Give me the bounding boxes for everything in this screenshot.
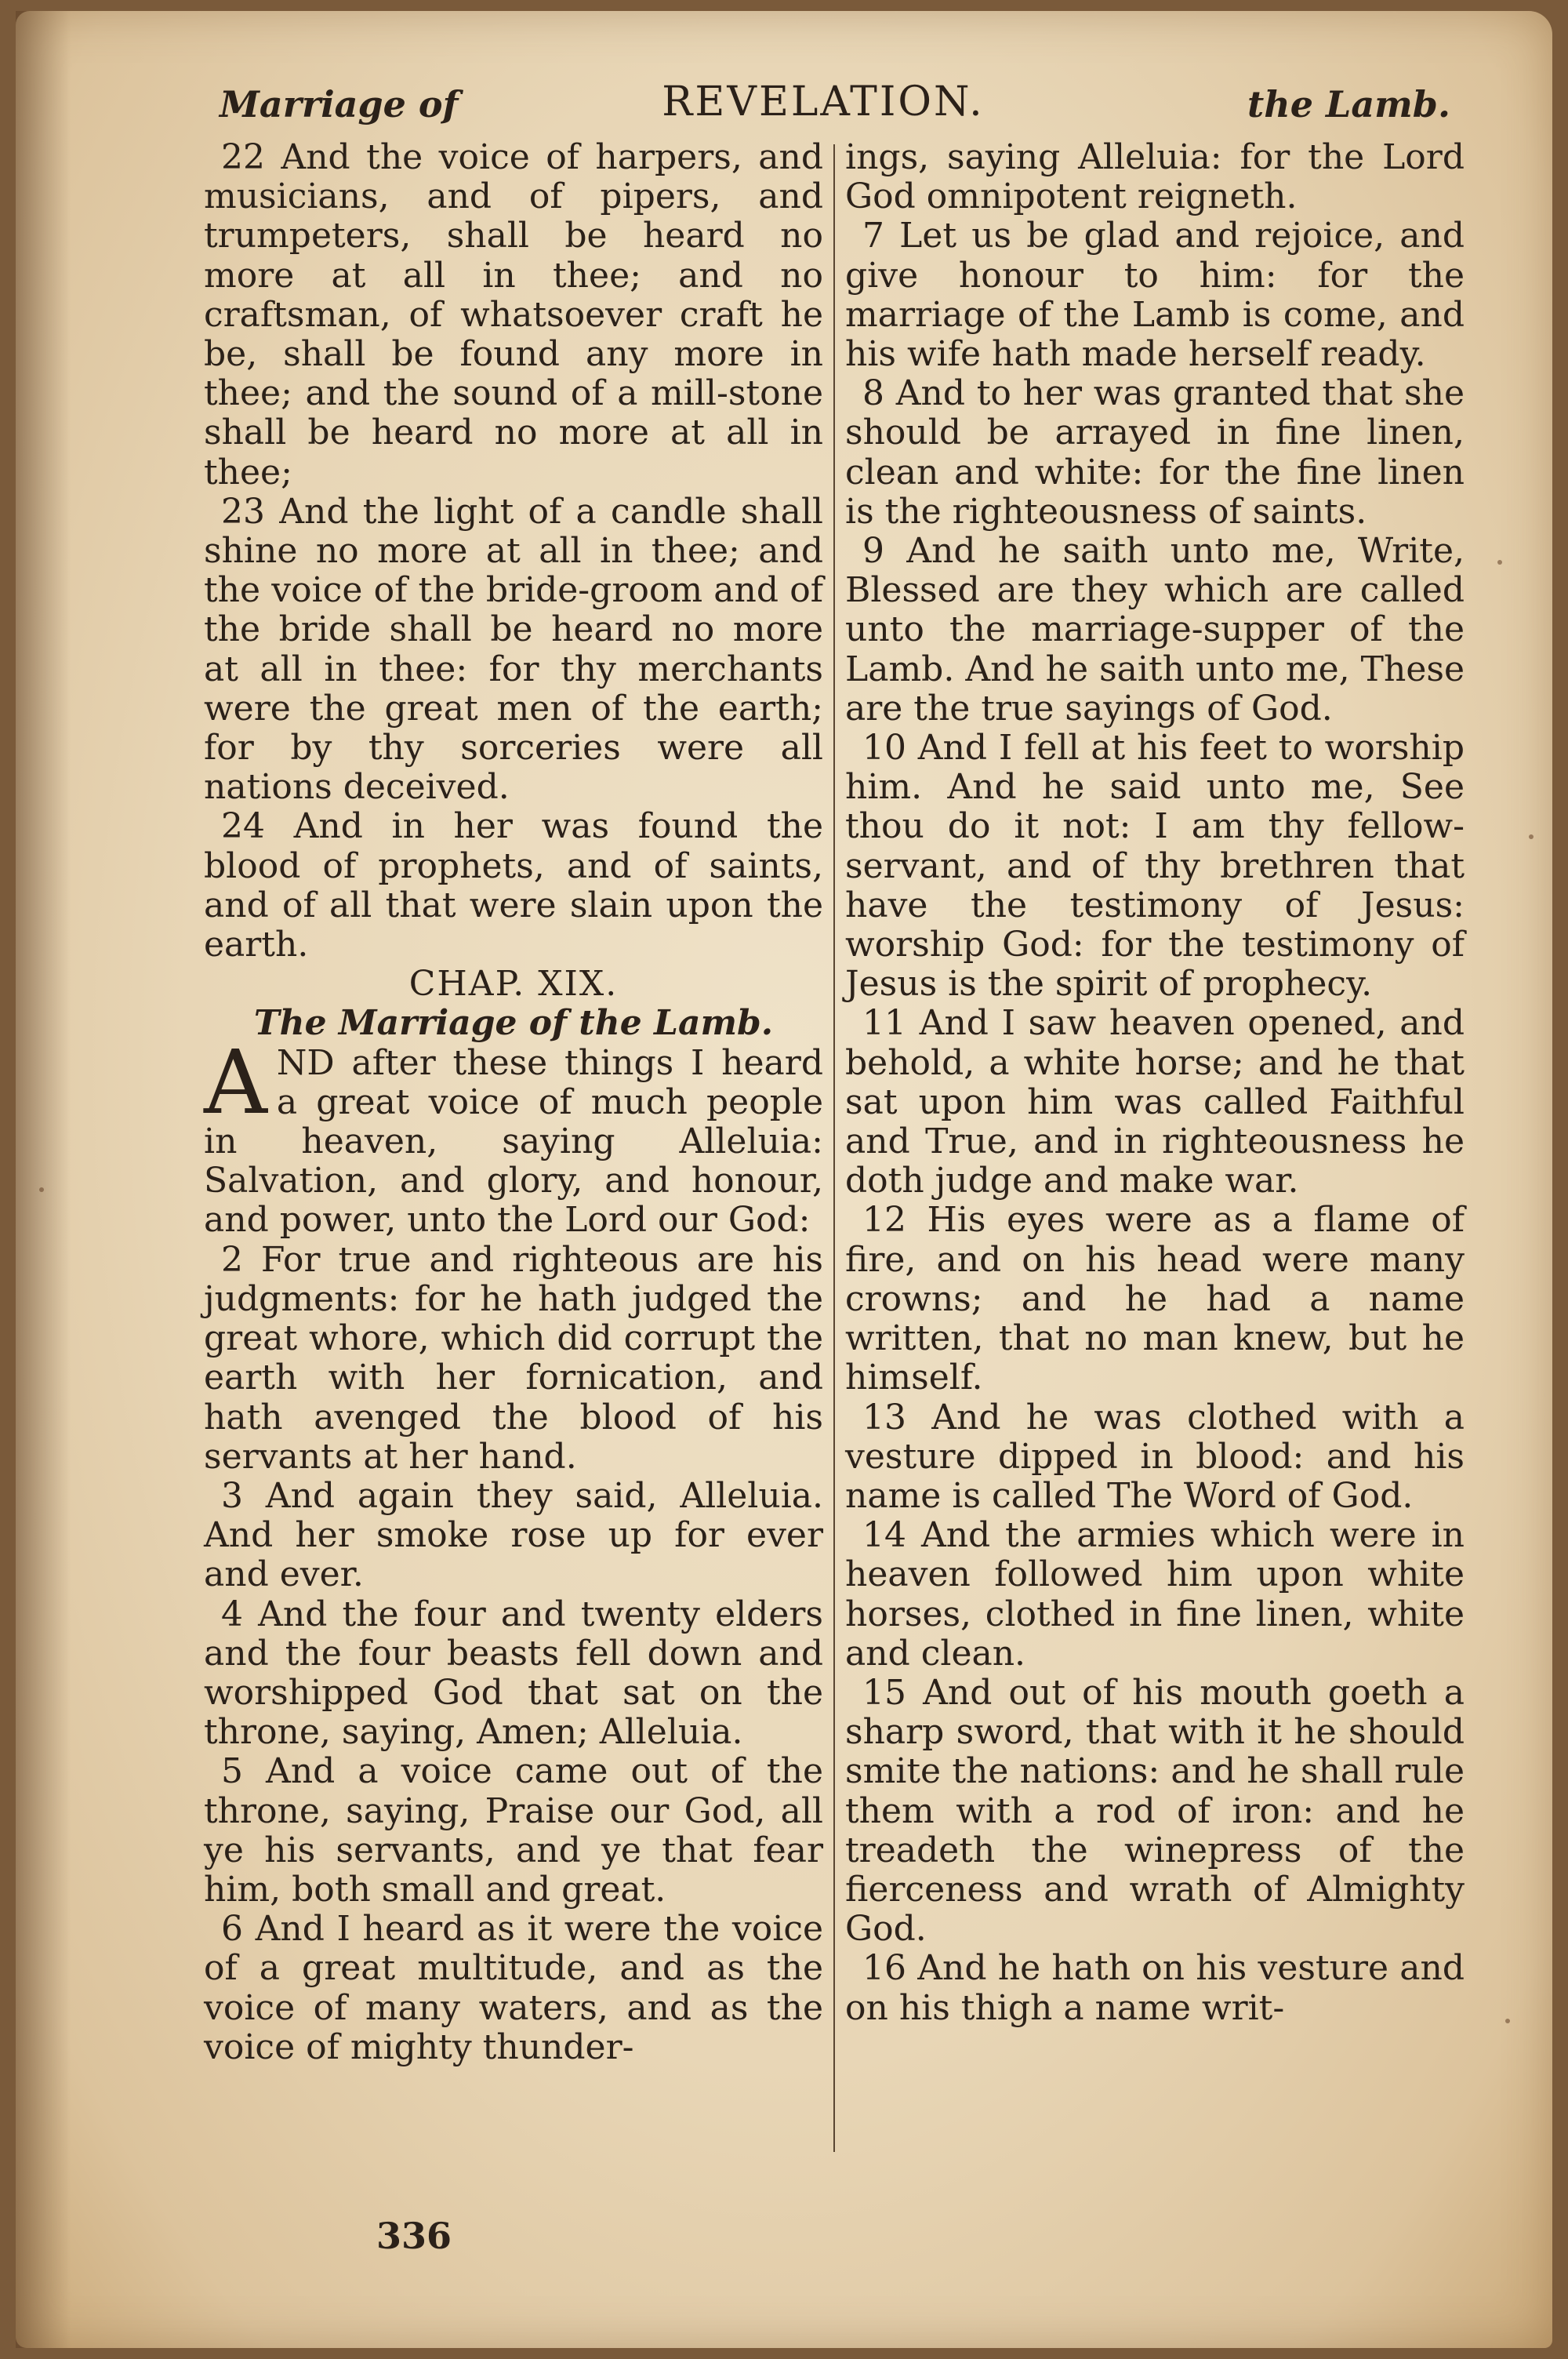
column-divider [833, 144, 835, 2152]
running-header [196, 78, 1450, 133]
foxing-spot [1529, 834, 1534, 839]
chapter-subtitle: The Marriage of the Lamb. [253, 1003, 774, 1044]
header-book-title: REVELATION. [662, 78, 985, 125]
header-left: Marriage of [220, 83, 459, 125]
verse-2: 2 For true and righteous are his judgments: for he hath judged the great whore, which did corrupt the earth with her fornication, and hath avenged the blood of his servants at her hand. [204, 1239, 823, 1477]
foxing-spot [1505, 2019, 1510, 2023]
verse-15: 15 And out of his mouth goeth a sharp sword, that with it he should smite the nations: and he shall rule them with a rod of iron: and he treadeth the winepress of the fierceness and wrath of Almighty God. [845, 1672, 1465, 1950]
drop-cap-initial: A [204, 1031, 267, 1134]
verse-1-text: ND after these things I heard a great voice of much people in heaven, saying Alleluia: Salvation, and glory, and honour, and power, unto the Lord our God: [204, 1042, 823, 1241]
verse-22: 22 And the voice of harpers, and musicians, and of pipers, and trumpeters, shall be heard no more at all in thee; and no craftsman, of whatsoever craft he be, shall be found any more in thee; and the sound of a mill-stone shall be heard no more at all in thee; [204, 137, 823, 493]
verse-11: 11 And I saw heaven opened, and behold, a white horse; and he that sat upon him was called Faithful and True, and in righteousness he doth judge and make war. [845, 1003, 1465, 1201]
verse-6: 6 And I heard as it were the voice of a great multitude, and as the voice of many waters, and as the voice of mighty thunder- [204, 1909, 823, 2067]
book-page [16, 11, 1552, 2348]
page-number: 336 [376, 2215, 452, 2257]
verse-5: 5 And a voice came out of the throne, saying, Praise our God, all ye his servants, and ye that fear him, both small and great. [204, 1751, 823, 1910]
foxing-spot [39, 1187, 44, 1192]
spine-shadow [16, 11, 71, 2348]
verse-4: 4 And the four and twenty elders and the four beasts fell down and worshipped God that sat on the throne, saying, Amen; Alleluia. [204, 1594, 823, 1753]
verse-10: 10 And I fell at his feet to worship him. And he said unto me, See thou do it not: I am thy fellow-servant, and of thy brethren that have the testimony of Jesus: worship God: for the testimony of Jesus is the spirit of prophecy. [845, 728, 1465, 1005]
verse-23: 23 And the light of a candle shall shine no more at all in thee; and the voice of the bride-groom and of the bride shall be heard no more at all in thee: for thy merchants were the great men of the earth; for by thy sorceries were all nations deceived. [204, 491, 823, 808]
verse-7: 7 Let us be glad and rejoice, and give honour to him: for the marriage of the Lamb is come, and his wife hath made herself ready. [845, 216, 1465, 375]
verse-13: 13 And he was clothed with a vesture dipped in blood: and his name is called The Word of God. [845, 1397, 1465, 1516]
verse-24: 24 And in her was found the blood of prophets, and of saints, and of all that were slain upon the earth. [204, 806, 823, 965]
verse-3: 3 And again they said, Alleluia. And her smoke rose up for ever and ever. [204, 1475, 823, 1595]
foxing-spot [1497, 560, 1502, 565]
verse-12: 12 His eyes were as a flame of fire, and on his head were many crowns; and he had a name written, that no man knew, but he himself. [845, 1200, 1465, 1398]
right-column [845, 138, 1465, 2028]
verse-6-continued: ings, saying Alleluia: for the Lord God omnipotent reigneth. [845, 137, 1465, 217]
chapter-title: CHAP. XIX. [408, 964, 619, 1005]
verse-1 [204, 1031, 823, 1241]
verse-14: 14 And the armies which were in heaven followed him upon white horses, clothed in fine linen, white and clean. [845, 1515, 1465, 1674]
header-right: the Lamb. [1247, 83, 1450, 125]
verse-8: 8 And to her was granted that she should be arrayed in fine linen, clean and white: for the fine linen is the righteousness of saints. [845, 373, 1465, 532]
verse-16: 16 And he hath on his vesture and on his thigh a name writ- [845, 1948, 1465, 2028]
left-column [204, 138, 823, 2067]
verse-9: 9 And he saith unto me, Write, Blessed are they which are called unto the marriage-supper of the Lamb. And he saith unto me, These are the true sayings of God. [845, 531, 1465, 729]
